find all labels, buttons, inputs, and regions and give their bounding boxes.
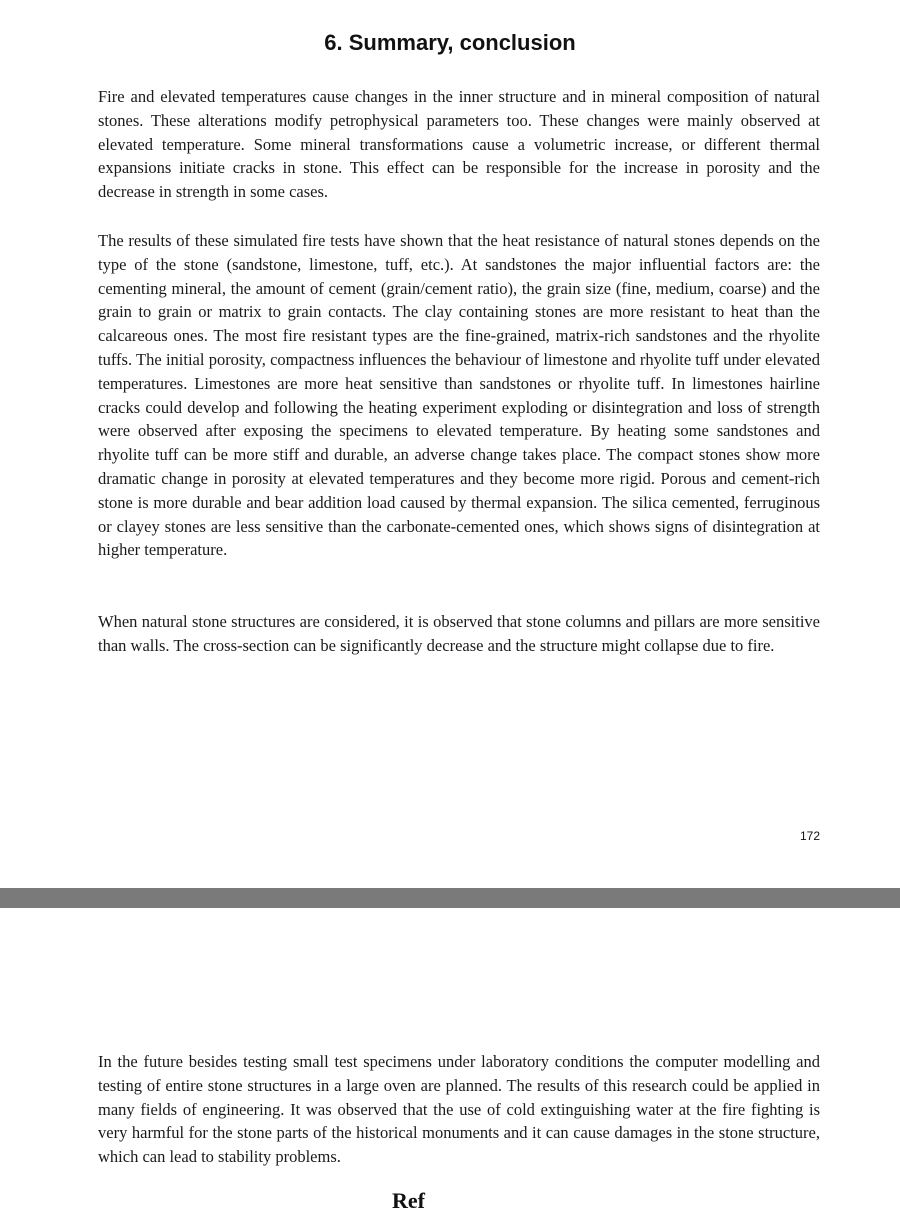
page-number: 172	[799, 829, 820, 843]
section-heading: 6. Summary, conclusion	[324, 30, 576, 55]
paragraph-test-results: The results of these simulated fire tests have shown that the heat resistance of natural stones depends on the type of the stone (sandstone, limestone, tuff, etc.). At sandstones the major influential factors are: the cementing mineral, the amount of cement (grain/cement ratio), the grain size (fine, medium, coarse) and the grain to grain or matrix to grain contacts. The clay containing stones are more resistant to heat than the calcareous ones. The most fire resistant types are the fine-grained, matrix-rich sandstones and the rhyolite tuffs. The initial porosity, compactness influences the behaviour of limestone and rhyolite tuff under elevated temperatures. Limestones are more heat sensitive than sandstones or rhyolite tuff. In limestones hairline cracks could develop and following the heating experiment exploding or disintegration and loss of strength were observed after exposing the specimens to elevated temperature. By heating some sandstones and rhyolite tuff can be more stiff and durable, an adverse change takes place. The compact stones show more dramatic change in porosity at elevated temperatures and they become more rigid. Porous and cement-rich stone is more durable and bear addition load caused by thermal expansion. The silica cemented, ferruginous or clayey stones are less sensitive than the carbonate-cemented ones, which shows signs of disintegration at higher temperature.	[98, 231, 820, 560]
paragraph-stone-structures: When natural stone structures are considered, it is observed that stone columns and pillars are more sensitive than walls. The cross-section can be significantly decrease and the structure might collapse due to fire.	[98, 612, 820, 655]
page-separator	[0, 888, 900, 908]
cut-off-heading-text: Ref	[392, 1188, 425, 1213]
cut-off-heading	[0, 1188, 900, 1213]
paragraph-alterations: Fire and elevated temperatures cause changes in the inner structure and in mineral composition of natural stones. These alterations modify petrophysical parameters too. These changes were mainly observed at elevated temperature. Some mineral transformations cause a volumetric increase, or different thermal expansions initiate cracks in stone. This effect can be responsible for the increase in porosity and the decrease in strength in some cases.	[98, 87, 820, 202]
paragraph-future-work: In the future besides testing small test specimens under laboratory conditions the computer modelling and testing of entire stone structures in a large oven are planned. The results of this research could be applied in many fields of engineering. It was observed that the use of cold extinguishing water at the fire fighting is very harmful for the stone parts of the historical monuments and it can cause damages in the stone structure, which can lead to stability problems.	[98, 1052, 820, 1167]
document-page-next	[0, 908, 900, 1213]
